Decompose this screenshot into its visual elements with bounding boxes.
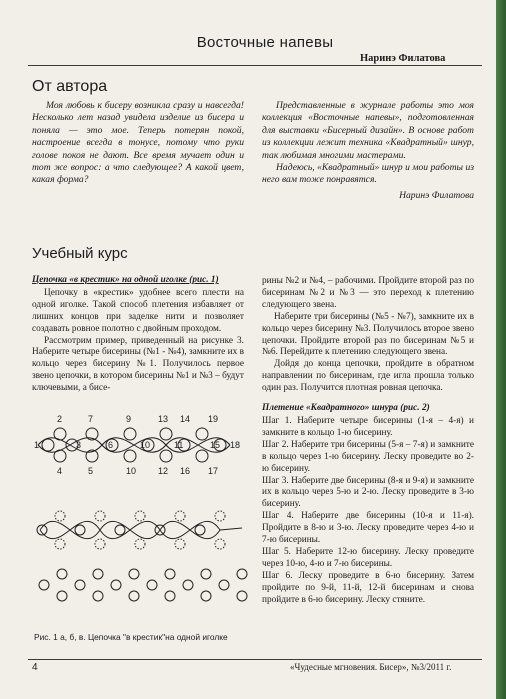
label: 10 <box>126 466 137 476</box>
bead <box>196 450 208 462</box>
step-2: Шаг 2. Наберите три бисерины (5-я – 7-я) и замкните в кольцо через 1-ю бисерину. Леску проведите во 2-ю бисерину. <box>262 439 474 474</box>
bead <box>95 511 105 521</box>
page-number: 4 <box>32 662 38 673</box>
label: 5 <box>88 466 94 476</box>
page-edge-green <box>496 0 506 699</box>
bead <box>95 539 105 549</box>
chain-c <box>39 569 247 601</box>
footer-rule <box>28 659 482 660</box>
bead <box>160 428 172 440</box>
label: 6 <box>108 440 114 450</box>
label: 9 <box>126 414 132 424</box>
bead <box>129 569 139 579</box>
cord-heading: Плетение «Квадратного» шнура (рис. 2) <box>262 403 430 414</box>
bead <box>42 439 54 451</box>
label: 14 <box>180 414 191 424</box>
bead <box>183 580 193 590</box>
bead <box>54 450 66 462</box>
label: 7 <box>88 414 94 424</box>
bead <box>215 511 225 521</box>
from-author-left-column <box>32 100 244 187</box>
bead <box>57 591 67 601</box>
bead <box>55 539 65 549</box>
label: 17 <box>208 466 219 476</box>
bead <box>165 591 175 601</box>
from-author-right-paragraph-2: Надеюсь, «Квадратный» шнур и мои работы из него вам тоже понравятся. <box>262 162 474 186</box>
bead <box>124 450 136 462</box>
step-3: Шаг 3. Наберите две бисерины (8-я и 9-я) и замкните их в кольцо через 5-ю и 2-ю. Леску проведите в 3-ю бисерину. <box>262 475 474 510</box>
course-right-column <box>262 276 474 606</box>
figure-caption: Рис. 1 а, б, в. Цепочка "в крестик"на одной иголке <box>34 632 228 642</box>
step-4: Шаг 4. Наберите две бисерины (10-я и 11-я). Пройдите в 8-ю и 3-ю. Леску проведите через 4-ю и 7-ю бисерины. <box>262 511 474 546</box>
bead <box>135 539 145 549</box>
from-author-right-column <box>262 100 474 202</box>
label: 12 <box>158 466 169 476</box>
bead <box>54 428 66 440</box>
chain-b <box>37 511 242 549</box>
bead <box>111 580 121 590</box>
chain-paragraph-1: Цепочку в «крестик» удобнее всего плести на одной иголке. Такой способ плетения избавляет от лишних концов при заделке нити и позволяет создавать ровное полотно с двойным проходом. <box>32 287 244 334</box>
bead <box>160 450 172 462</box>
label: 18 <box>230 440 241 450</box>
bead-chain-diagram <box>30 400 260 630</box>
chain-a <box>38 428 230 462</box>
bead <box>75 525 85 535</box>
bead <box>147 580 157 590</box>
bead <box>175 539 185 549</box>
bead <box>37 525 47 535</box>
label: 10 <box>140 440 151 450</box>
article-author: Наринэ Филатова <box>360 53 446 64</box>
bead <box>219 580 229 590</box>
chain-heading: Цепочка «в крестик» на одной иголке (рис. 1) <box>32 275 219 285</box>
chain-paragraph-3: рины №2 и №4, – рабочими. Пройдите второй раз по бисеринам №2 и №3 — это переход к плетению следующего звена. <box>262 276 474 310</box>
chain-paragraph-4: Наберите три бисерины (№5 - №7), замкните их в кольцо через бисерину №3. Получилось второе звено цепочки. Пройдите второй раз по бисеринам №5 и №6. Перейдите к плетению следующего звена. <box>262 311 474 358</box>
label: 19 <box>208 414 219 424</box>
course-heading: Учебный курс <box>32 245 128 262</box>
bead <box>115 525 125 535</box>
label: 13 <box>158 414 169 424</box>
chain-a-labels <box>34 414 240 476</box>
from-author-left-paragraph: Моя любовь к бисеру возникла сразу и навсегда! Несколько лет назад увидела изделие из бисера и поняла — это мое. Теперь потерян покой, настроение всегда в тонусе, потому что руки голове покоя не дают. Все время мучает один и тот же вопрос: а что следующее? А какой цвет, какая форма? <box>32 100 244 186</box>
bead <box>75 580 85 590</box>
bead <box>129 591 139 601</box>
journal-info: «Чудесные мгновения. Бисер», №3/2011 г. <box>290 662 452 672</box>
bead <box>201 569 211 579</box>
bead <box>237 569 247 579</box>
bead <box>175 511 185 521</box>
bead <box>55 511 65 521</box>
chain-paragraph-2: Рассмотрим пример, приведенный на рисунке 3. Наберите четыре бисерины (№1 - №4), замкните их в кольцо через бисерину №1. Получилось первое звено цепочки, в котором бисерины №1 и №3 – будут ключевыми, а бисе- <box>32 335 244 394</box>
bead <box>39 580 49 590</box>
bead <box>195 525 205 535</box>
bead <box>215 539 225 549</box>
bead <box>124 428 136 440</box>
label: 4 <box>57 466 63 476</box>
step-6: Шаг 6. Леску проведите в 6-ю бисерину. Затем пройдите по 9-й, 11-й, 12-й бисеринам и снова пройдите в 6-ю бисерину. Леску стяните. <box>262 570 474 605</box>
bead <box>165 569 175 579</box>
article-title: Восточные напевы <box>196 34 334 51</box>
bead <box>93 569 103 579</box>
from-author-heading: От автора <box>32 78 108 95</box>
label: 3 <box>76 440 82 450</box>
from-author-right-paragraph-1: Представленные в журнале работы это моя коллекция «Восточные напевы», подготовленная для выставки «Бисерный дизайн». В основе работ из коллекции лежит техника «Квадратный» шнур, так любимая многими мастерами. <box>262 100 474 161</box>
label: 15 <box>210 440 221 450</box>
step-1: Шаг 1. Наберите четыре бисерины (1-я – 4-я) и замкните в кольцо 1-ю бисерину. <box>262 415 474 438</box>
label: 2 <box>57 414 63 424</box>
bead <box>201 591 211 601</box>
bead <box>237 591 247 601</box>
label: 16 <box>180 466 191 476</box>
label: 11 <box>174 440 184 450</box>
label: 1 <box>34 440 40 450</box>
chain-paragraph-5: Дойдя до конца цепочки, пройдите в обратном направлении по бисеринам, где игла прошла только один раз. Получится плотная ровная цепочка. <box>262 359 474 394</box>
bead <box>93 591 103 601</box>
bead <box>57 569 67 579</box>
step-5: Шаг 5. Наберите 12-ю бисерину. Леску проведите через 10-ю, 4-ю и 7-ю бисерины. <box>262 546 474 569</box>
from-author-signature: Наринэ Филатова <box>399 189 474 201</box>
course-left-column <box>32 275 244 395</box>
bead <box>135 511 145 521</box>
bead <box>196 428 208 440</box>
header-rule <box>28 65 482 66</box>
